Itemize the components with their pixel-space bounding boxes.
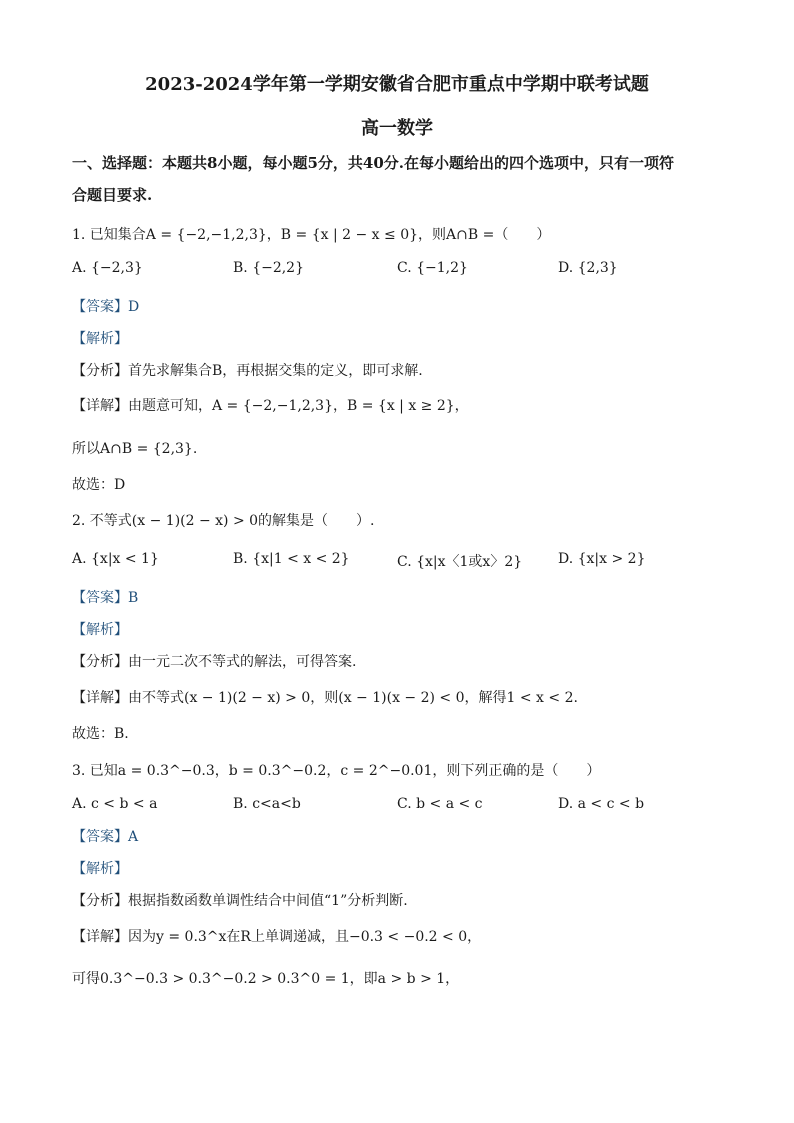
q1-option-a: A. {−2,3} bbox=[72, 260, 143, 276]
q3-option-d: D. a < c < b bbox=[558, 796, 645, 812]
q1-analysis-label: 【解析】 bbox=[72, 331, 128, 347]
q1-option-c: C. {−1,2} bbox=[397, 260, 468, 276]
q2-option-c: C. {x|x〈1或x〉2} bbox=[397, 554, 523, 570]
page-subtitle: 高一数学 bbox=[361, 118, 433, 139]
q1-option-d: D. {2,3} bbox=[558, 260, 618, 276]
q2-option-a: A. {x|x < 1} bbox=[72, 551, 159, 567]
q2-fenxi: 【分析】由一元二次不等式的解法，可得答案. bbox=[72, 654, 357, 670]
q1-fenxi: 【分析】首先求解集合B，再根据交集的定义，即可求解. bbox=[72, 363, 423, 379]
q3-analysis-label: 【解析】 bbox=[72, 861, 128, 877]
q3-option-b: B. c<a<b bbox=[233, 796, 301, 812]
q2-option-b: B. {x|1 < x < 2} bbox=[233, 551, 350, 567]
section-heading-line1: 一、选择题：本题共8小题，每小题5分，共40分.在每小题给出的四个选项中，只有一项符 bbox=[72, 154, 674, 172]
page-title: 2023-2024学年第一学期安徽省合肥市重点中学期中联考试题 bbox=[145, 74, 649, 95]
q3-option-c: C. b < a < c bbox=[397, 796, 483, 812]
q3-stem: 3. 已知a = 0.3^−0.3，b = 0.3^−0.2，c = 2^−0.01，则下列正确的是（ ） bbox=[72, 763, 601, 779]
q3-detail: 【详解】因为y = 0.3^x在R上单调递减，且−0.3 < −0.2 < 0， bbox=[72, 929, 482, 945]
section-heading-line2: 合题目要求. bbox=[72, 186, 153, 204]
q2-detail: 【详解】由不等式(x − 1)(2 − x) > 0，则(x − 1)(x − 2) < 0，解得1 < x < 2. bbox=[72, 690, 578, 706]
q2-option-d: D. {x|x > 2} bbox=[558, 551, 646, 567]
q2-choose: 故选：B. bbox=[72, 726, 129, 742]
q3-detail2: 可得0.3^−0.3 > 0.3^−0.2 > 0.3^0 = 1，即a > b > 1， bbox=[72, 971, 460, 987]
q1-stem: 1. 已知集合A = {−2,−1,2,3}，B = {x | 2 − x ≤ 0}，则A∩B =（ ） bbox=[72, 227, 551, 243]
q3-answer: 【答案】A bbox=[72, 829, 139, 845]
q3-option-a: A. c < b < a bbox=[72, 796, 158, 812]
q2-stem: 2. 不等式(x − 1)(2 − x) > 0的解集是（ ）. bbox=[72, 513, 375, 529]
q1-choose: 故选：D bbox=[72, 477, 126, 493]
q3-fenxi: 【分析】根据指数函数单调性结合中间值“1”分析判断. bbox=[72, 893, 408, 909]
q2-answer: 【答案】B bbox=[72, 590, 139, 606]
q2-analysis-label: 【解析】 bbox=[72, 622, 128, 638]
q1-answer: 【答案】D bbox=[72, 299, 140, 315]
q1-detail: 【详解】由题意可知，A = {−2,−1,2,3}，B = {x | x ≥ 2}， bbox=[72, 398, 469, 414]
q1-detail2: 所以A∩B = {2,3}. bbox=[72, 441, 198, 457]
q1-option-b: B. {−2,2} bbox=[233, 260, 304, 276]
